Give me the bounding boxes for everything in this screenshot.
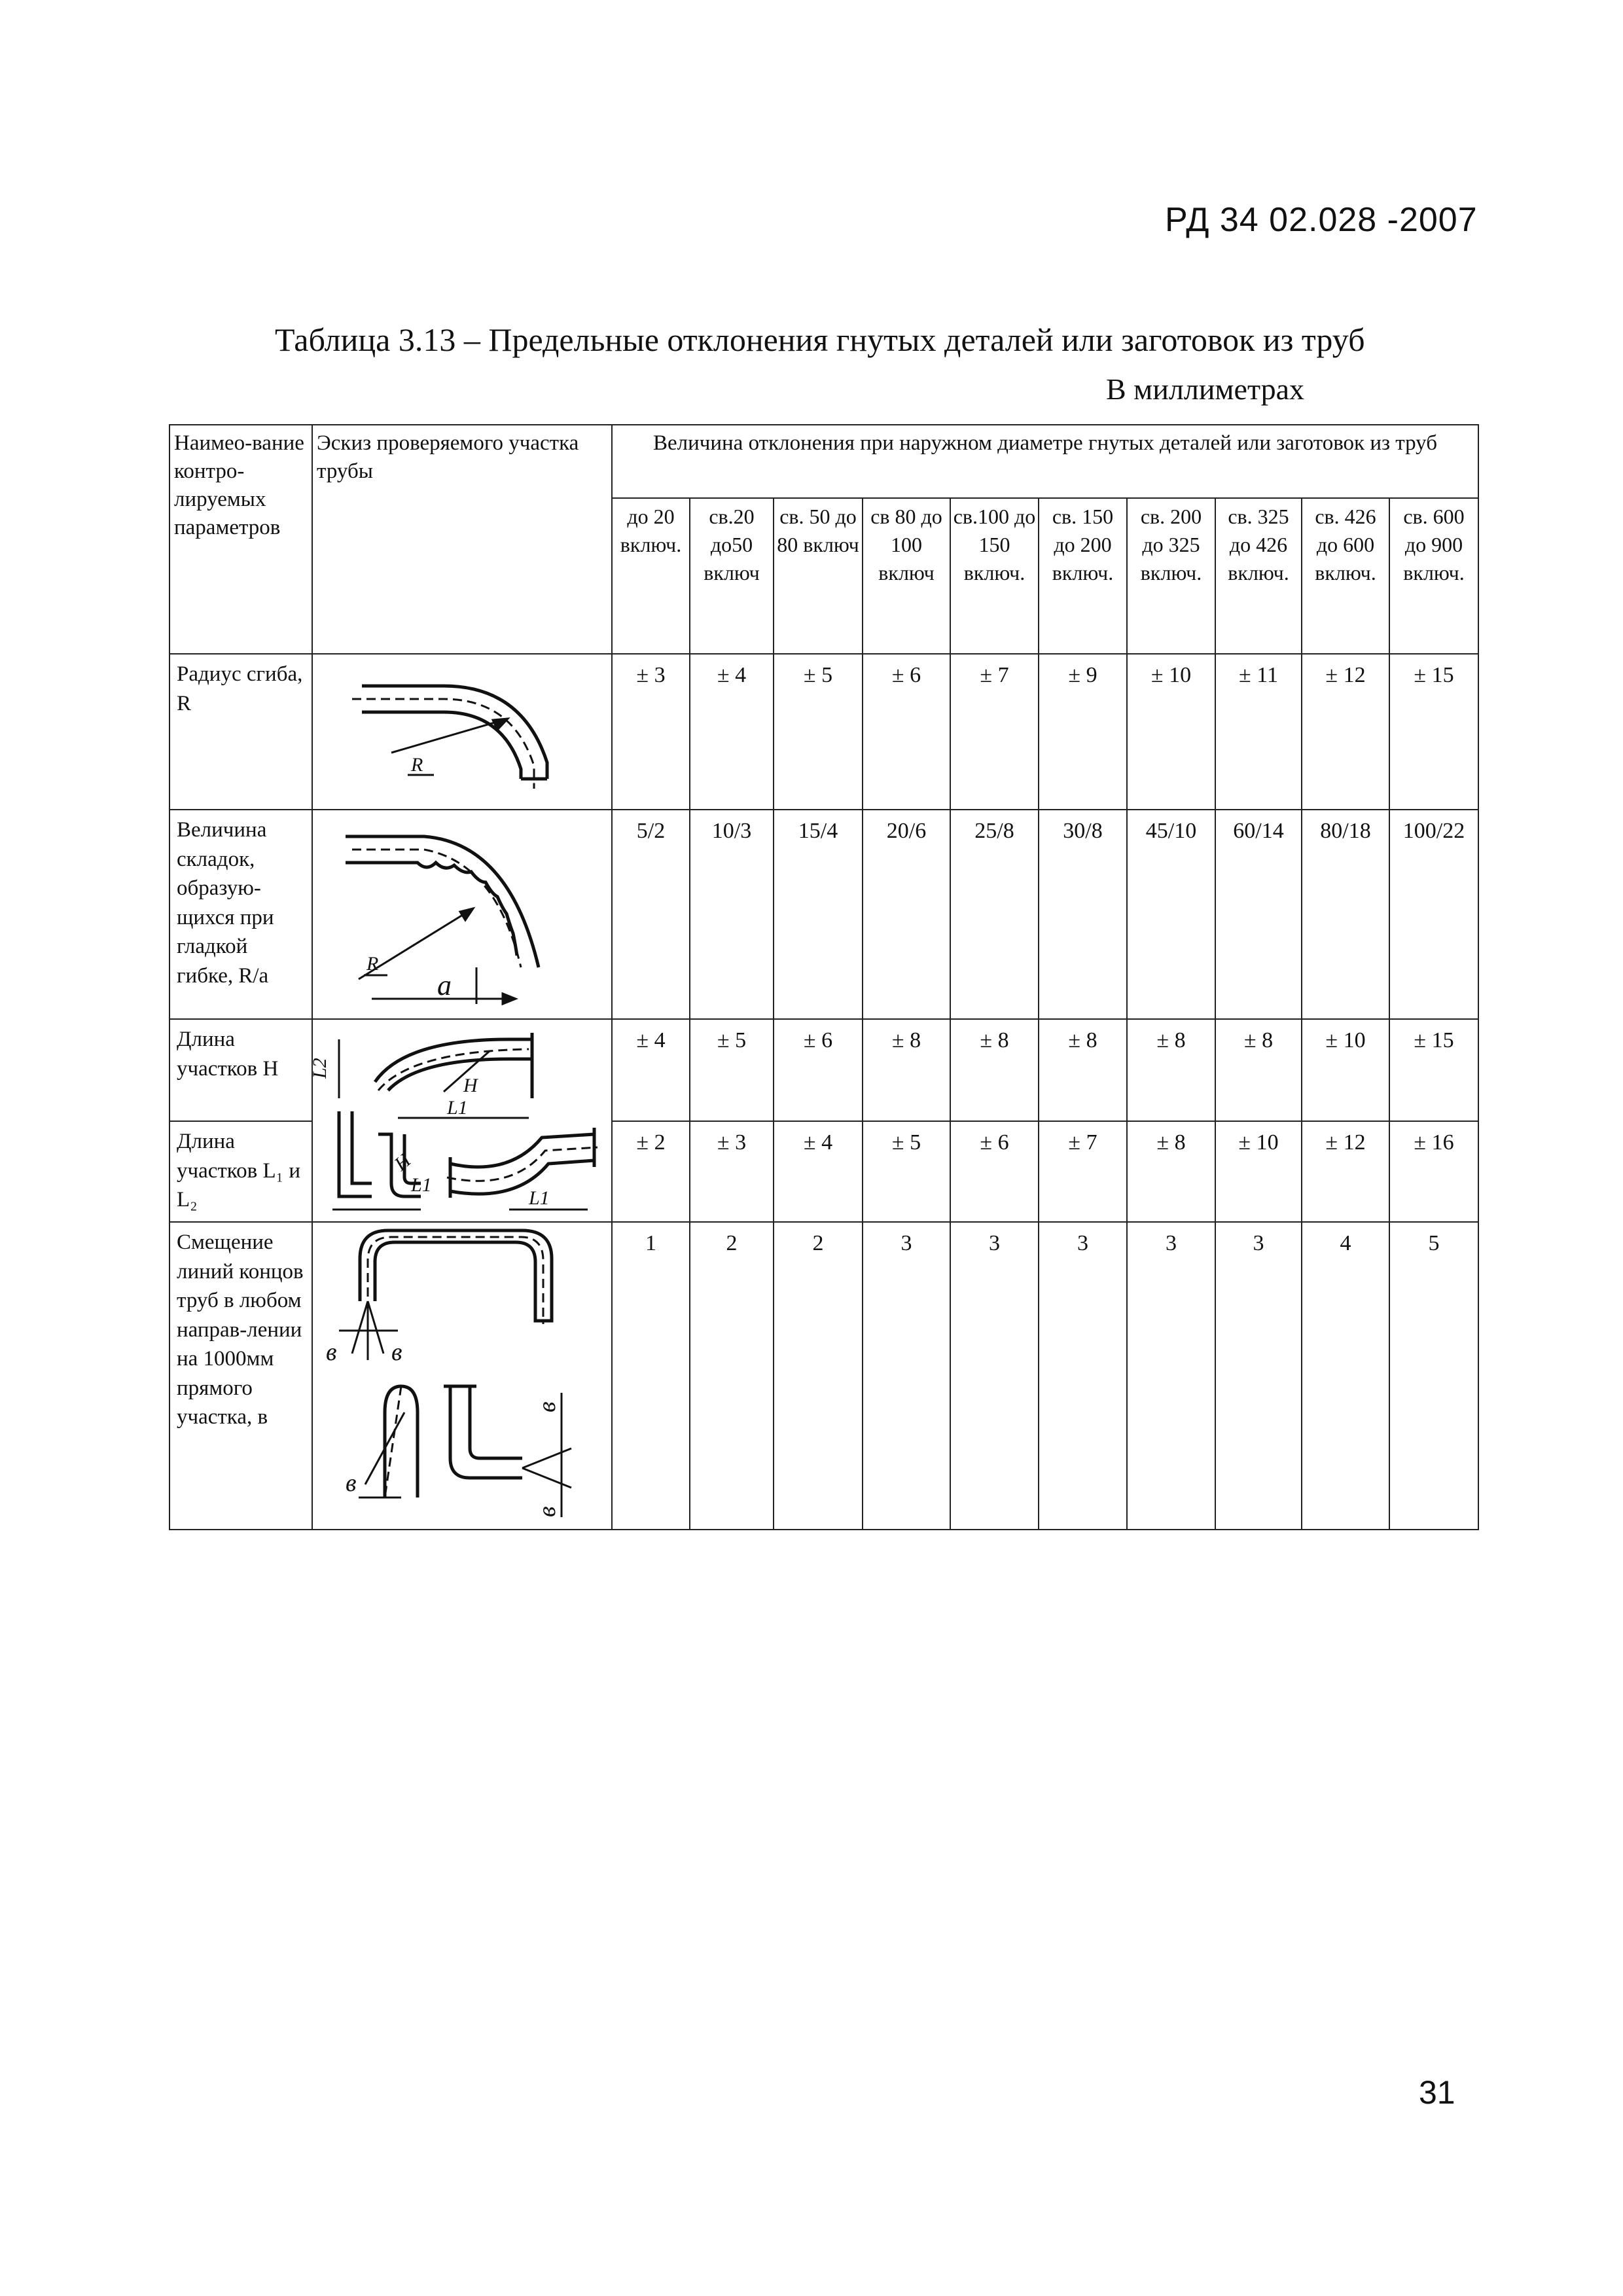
header-diameter: св. 200 до 325 включ.	[1127, 498, 1215, 654]
table-cell: 2	[774, 1222, 863, 1530]
header-diameter: св. 600 до 900 включ.	[1389, 498, 1478, 654]
page-number: 31	[1419, 2074, 1455, 2111]
table-cell: ± 5	[690, 1019, 774, 1121]
table-cell: 80/18	[1302, 810, 1389, 1019]
deviation-table	[169, 424, 1479, 1530]
header-sketch: Эскиз проверяемого участка трубы	[312, 425, 612, 654]
table-cell: ± 4	[690, 654, 774, 810]
table-row	[169, 654, 1478, 810]
header-diameter: св.20 до50 включ	[690, 498, 774, 654]
table-cell: ± 3	[690, 1121, 774, 1222]
table-cell: ± 4	[612, 1019, 690, 1121]
table-cell: ± 16	[1389, 1121, 1478, 1222]
table-cell: 4	[1302, 1222, 1389, 1530]
end-offset-sketch-icon	[312, 1222, 612, 1530]
sketch-label: R	[411, 754, 423, 776]
table-cell: 3	[1215, 1222, 1302, 1530]
table-cell: ± 6	[774, 1019, 863, 1121]
table-cell: ± 8	[950, 1019, 1039, 1121]
table-row	[169, 1019, 1478, 1121]
document-code: РД 34 02.028 -2007	[1165, 201, 1478, 239]
header-param: Наимео-вание контро-лируемых параметров	[169, 425, 312, 654]
table-cell: 20/6	[863, 810, 950, 1019]
table-cell: ± 11	[1215, 654, 1302, 810]
sketch-label: в	[533, 1506, 561, 1517]
table-cell: ± 15	[1389, 654, 1478, 810]
table-cell: 3	[863, 1222, 950, 1530]
table-cell: ± 8	[1039, 1019, 1127, 1121]
table-cell: ± 12	[1302, 654, 1389, 810]
table-cell: ± 6	[950, 1121, 1039, 1222]
table-cell: ± 9	[1039, 654, 1127, 810]
param-label: Длина участков H	[169, 1019, 312, 1121]
sketch-label: в	[533, 1401, 561, 1412]
sketch-label: a	[437, 969, 452, 1001]
table-cell: 10/3	[690, 810, 774, 1019]
table-cell: ± 6	[863, 654, 950, 810]
table-cell: 60/14	[1215, 810, 1302, 1019]
table-cell: ± 7	[950, 654, 1039, 810]
sketch-label: R	[366, 953, 379, 975]
table-caption: Таблица 3.13 – Предельные отклонения гнутых деталей или заготовок из труб	[275, 321, 1365, 358]
sketch-label: в	[391, 1338, 402, 1366]
table-cell: ± 5	[863, 1121, 950, 1222]
table-row	[169, 1222, 1478, 1530]
sketch-label: H	[390, 1149, 416, 1175]
sketch-label: L1	[447, 1097, 468, 1119]
table-cell: 3	[1127, 1222, 1215, 1530]
header-diameter: св. 426 до 600 включ.	[1302, 498, 1389, 654]
table-cell: 30/8	[1039, 810, 1127, 1019]
table-cell: 100/22	[1389, 810, 1478, 1019]
table-cell: 45/10	[1127, 810, 1215, 1019]
sketch-label: в	[346, 1469, 357, 1497]
units-note: В миллиметрах	[1106, 372, 1305, 406]
header-diameter: св.100 до 150 включ.	[950, 498, 1039, 654]
header-diameter: до 20 включ.	[612, 498, 690, 654]
param-label: Радиус сгиба, R	[169, 654, 312, 810]
sketch-label: L1	[529, 1187, 550, 1209]
table-row	[169, 810, 1478, 1019]
table-cell: ± 8	[863, 1019, 950, 1121]
table-cell: ± 4	[774, 1121, 863, 1222]
table-cell: ± 15	[1389, 1019, 1478, 1121]
bend-radius-sketch-icon	[312, 654, 612, 810]
sketch-label: в	[326, 1338, 337, 1366]
table-cell: ± 8	[1215, 1019, 1302, 1121]
wrinkle-sketch-icon	[312, 810, 612, 1019]
table-cell: 5	[1389, 1222, 1478, 1530]
table-cell: 2	[690, 1222, 774, 1530]
param-label: Величина складок, образую-щихся при гладкой гибке, R/a	[169, 810, 312, 1019]
header-diameter: св. 50 до 80 включ	[774, 498, 863, 654]
table-cell: ± 2	[612, 1121, 690, 1222]
sketch-label: H	[463, 1075, 478, 1096]
param-label: Длина участков L₁ и L₂	[169, 1121, 312, 1222]
segment-length-sketch-icon	[309, 1019, 612, 1222]
param-label: Смещение линий концов труб в любом направ-лении на 1000мм прямого участка, в	[169, 1222, 312, 1530]
table-cell: 5/2	[612, 810, 690, 1019]
sketch-label: L1	[411, 1174, 432, 1196]
table-cell: 15/4	[774, 810, 863, 1019]
table-cell: 25/8	[950, 810, 1039, 1019]
header-diameter: св 80 до 100 включ	[863, 498, 950, 654]
table-cell: ± 10	[1302, 1019, 1389, 1121]
table-cell: ± 12	[1302, 1121, 1389, 1222]
table-cell: 3	[1039, 1222, 1127, 1530]
table-cell: 3	[950, 1222, 1039, 1530]
header-group: Величина отклонения при наружном диаметре гнутых деталей или заготовок из труб	[612, 425, 1478, 498]
table-cell: ± 7	[1039, 1121, 1127, 1222]
table-cell: ± 3	[612, 654, 690, 810]
table-cell: ± 8	[1127, 1019, 1215, 1121]
table-cell: ± 10	[1127, 654, 1215, 810]
header-diameter: св. 325 до 426 включ.	[1215, 498, 1302, 654]
table-cell: ± 5	[774, 654, 863, 810]
table-cell: 1	[612, 1222, 690, 1530]
header-diameter: св. 150 до 200 включ.	[1039, 498, 1127, 654]
sketch-label: L2	[309, 1058, 330, 1079]
table-cell: ± 8	[1127, 1121, 1215, 1222]
table-cell: ± 10	[1215, 1121, 1302, 1222]
